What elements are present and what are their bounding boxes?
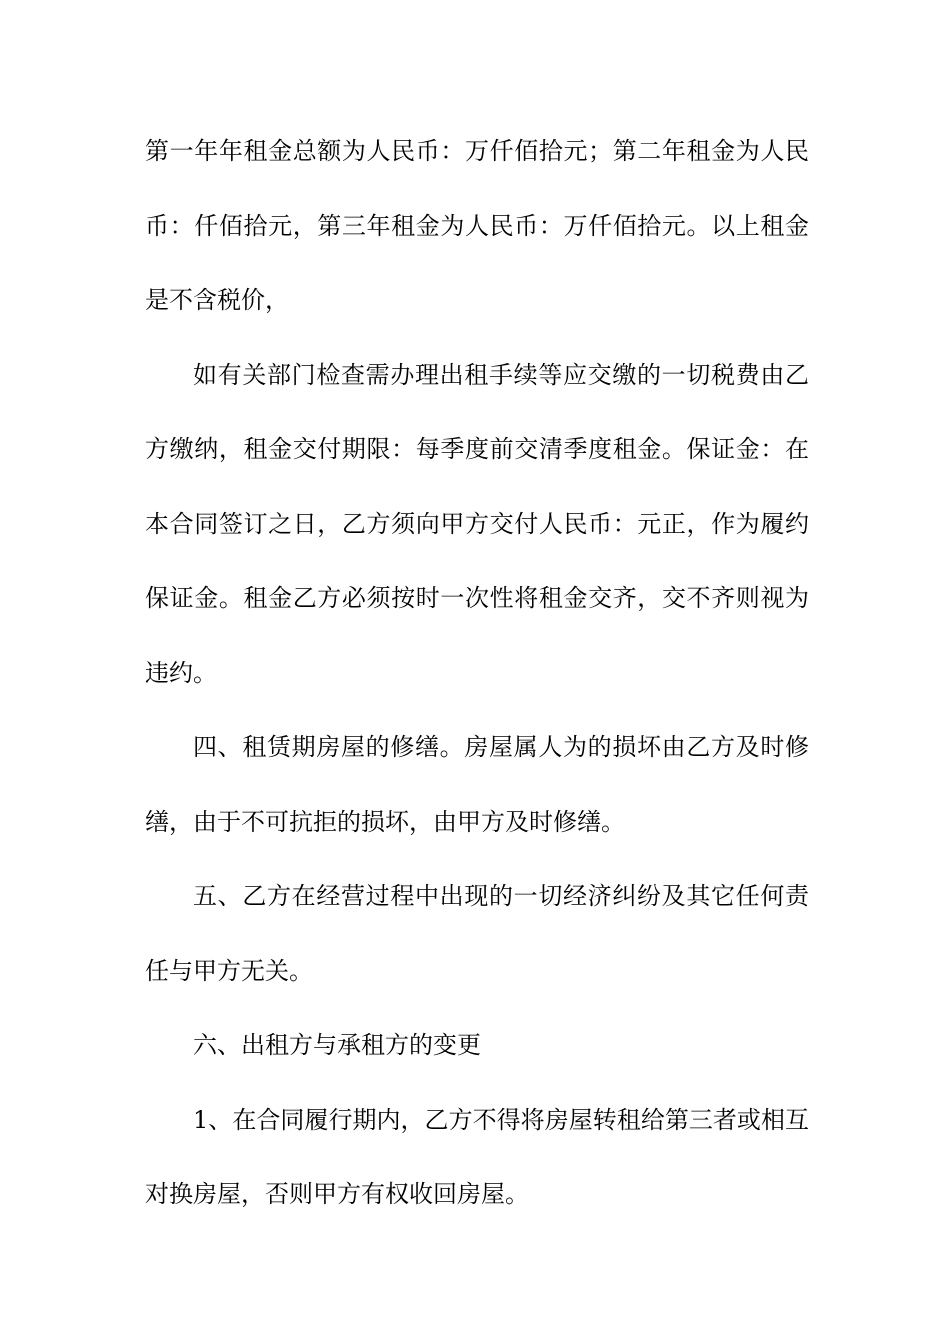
text-line: 如有关部门检查需办理出租手续等应交缴的一切税费由乙 (193, 360, 809, 389)
text-line: 任与甲方无关。 (145, 956, 313, 985)
text-line: 违约。 (145, 658, 217, 687)
text-line: 币：仟佰拾元，第三年租金为人民币：万仟佰拾元。以上租金 (145, 211, 809, 240)
document-body (145, 114, 809, 1232)
text-line: 四、租赁期房屋的修缮。房屋属人为的损坏由乙方及时修 (193, 733, 809, 761)
text-line: 缮，由于不可抗拒的损坏，由甲方及时修缮。 (145, 807, 625, 836)
text-line: 对换房屋，否则甲方有权收回房屋。 (145, 1180, 529, 1208)
text-line: 1、在合同履行期内，乙方不得将房屋转租给第三者或相互 (193, 1105, 809, 1134)
text-line: 本合同签订之日，乙方须向甲方交付人民币：元正，作为履约 (145, 509, 809, 538)
section-heading: 六、出租方与承租方的变更 (193, 1031, 481, 1059)
text-line: 第一年年租金总额为人民币：万仟佰拾元；第二年租金为人民 (145, 137, 809, 165)
text-line: 是不含税价， (145, 286, 289, 314)
text-line: 保证金。租金乙方必须按时一次性将租金交齐，交不齐则视为 (145, 584, 809, 612)
text-line: 方缴纳，租金交付期限：每季度前交清季度租金。保证金：在 (145, 435, 809, 463)
text-line: 五、乙方在经营过程中出现的一切经济纠纷及其它任何责 (193, 882, 809, 910)
